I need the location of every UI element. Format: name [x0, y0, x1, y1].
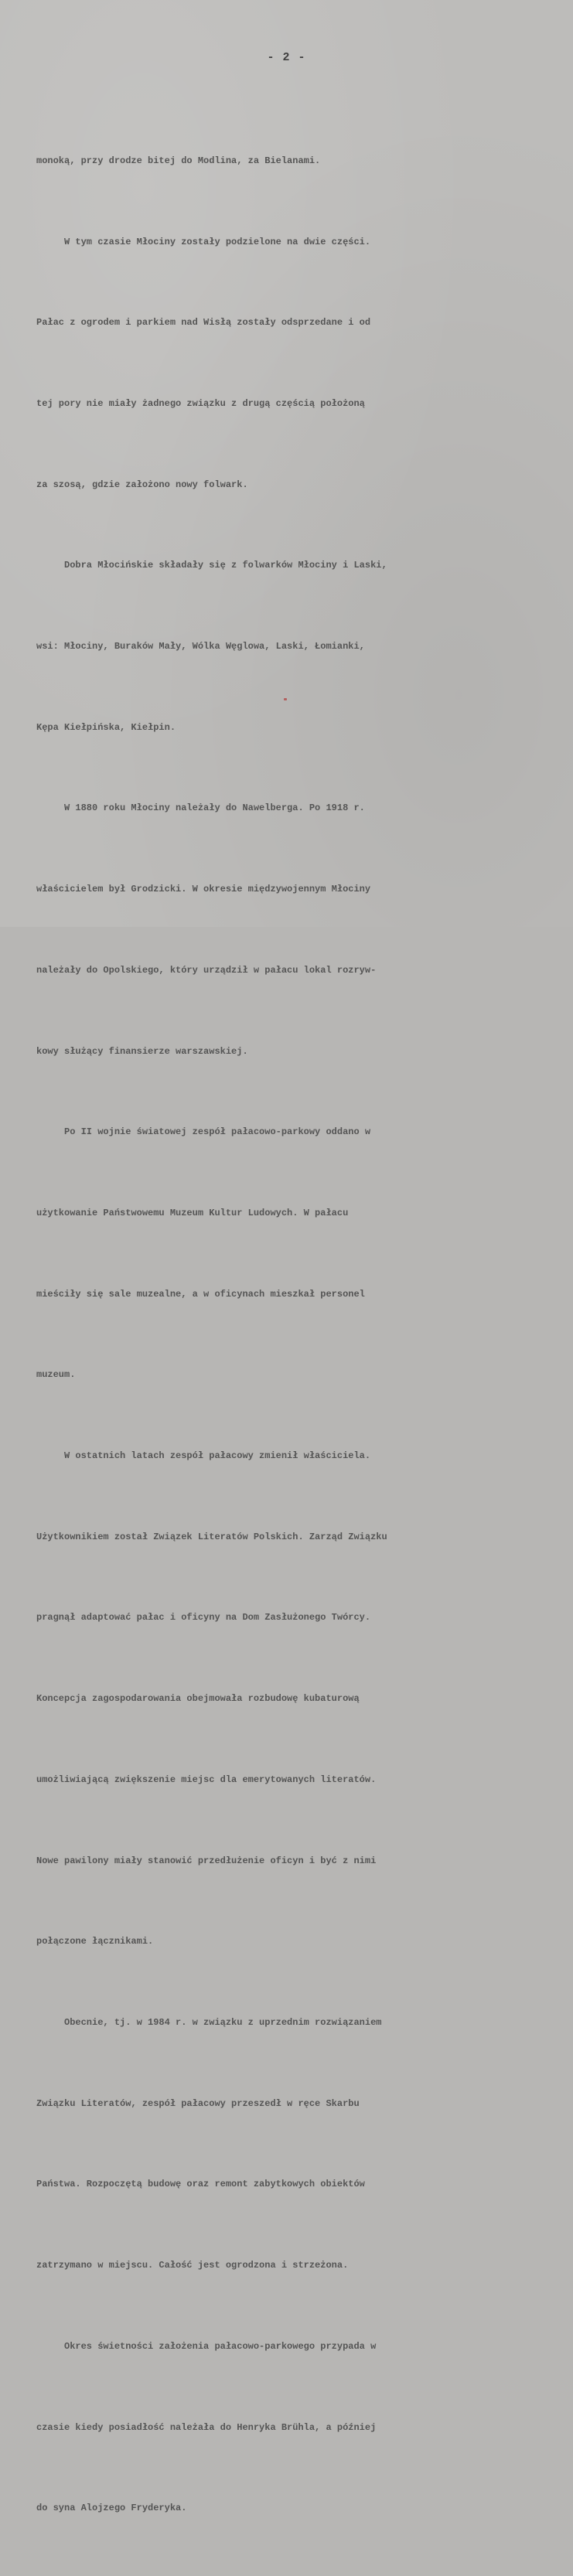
page-number: - 2 - — [267, 51, 306, 64]
text-line: Pałac z ogrodem i parkiem nad Wisłą zostały odsprzedane i od — [36, 317, 371, 329]
text-line: czasie kiedy posiadłość należała do Henryka Brühla, a później — [36, 2421, 377, 2433]
text-line: połączone łącznikami. — [36, 1936, 154, 1947]
text-line: Państwa. Rozpoczętą budowę oraz remont zabytkowych obiektów — [36, 2179, 365, 2190]
text-line: pragnął adaptować pałac i oficyny na Dom Zasłużonego Twórcy. — [36, 1612, 371, 1624]
text-line: monoką, przy drodze bitej do Modlina, za Bielanami. — [36, 155, 321, 166]
text-line: Kępa Kiełpińska, Kiełpin. — [36, 721, 176, 733]
text-line: Dobra Młocińskie składały się z folwarków Młociny i Laski, — [36, 560, 387, 571]
text-line: Nowe pawilony miały stanowić przedłużenie oficyn i być z nimi — [36, 1855, 377, 1866]
text-line: W 1880 roku Młociny należały do Nawelberga. Po 1918 r. — [36, 802, 365, 814]
text-line: wsi: Młociny, Buraków Mały, Wólka Węglowa, Laski, Łomianki, — [36, 641, 365, 653]
red-ink-mark — [284, 698, 287, 700]
text-line: Związku Literatów, zespół pałacowy przeszedł w ręce Skarbu — [36, 2097, 360, 2109]
text-line: za szosą, gdzie założono nowy folwark. — [36, 479, 248, 490]
text-line: tej pory nie miały żadnego związku z drugą częścią położoną — [36, 397, 365, 409]
text-line: W tym czasie Młociny zostały podzielone na dwie części. — [36, 236, 371, 247]
text-line: Okres świetności założenia pałacowo-parkowego przypada w — [36, 2340, 377, 2352]
text-line: należały do Opolskiego, który urządził w pałacu lokal rozryw- — [36, 964, 377, 976]
text-line: użytkowanie Państwowemu Muzeum Kultur Ludowych. W pałacu — [36, 1207, 349, 1218]
text-line: właścicielem był Grodzicki. W okresie międzywojennym Młociny — [36, 884, 371, 895]
text-line: Koncepcja zagospodarowania obejmowała rozbudowę kubaturową — [36, 1693, 360, 1705]
text-line: umożliwiającą zwiększenie miejsc dla emerytowanych literatów. — [36, 1774, 377, 1785]
text-line: zatrzymano w miejscu. Całość jest ogrodzona i strzeżona. — [36, 2260, 349, 2271]
text-line: Po II wojnie światowej zespół pałacowo-parkowy oddano w — [36, 1126, 371, 1138]
text-line: Obecnie, tj. w 1984 r. w związku z uprzednim rozwiązaniem — [36, 2016, 382, 2028]
text-line: muzeum. — [36, 1369, 76, 1381]
text-line: W ostatnich latach zespół pałacowy zmienił właściciela. — [36, 1450, 371, 1462]
text-line: do syna Alojzego Fryderyka. — [36, 2503, 187, 2514]
text-line: kowy służący finansierze warszawskiej. — [36, 1045, 248, 1057]
typed-text-block — [36, 94, 551, 2576]
text-line: Użytkownikiem został Związek Literatów Polskich. Zarząd Związku — [36, 1531, 387, 1542]
text-line: mieściły się sale muzealne, a w oficynach mieszkał personel — [36, 1288, 365, 1300]
